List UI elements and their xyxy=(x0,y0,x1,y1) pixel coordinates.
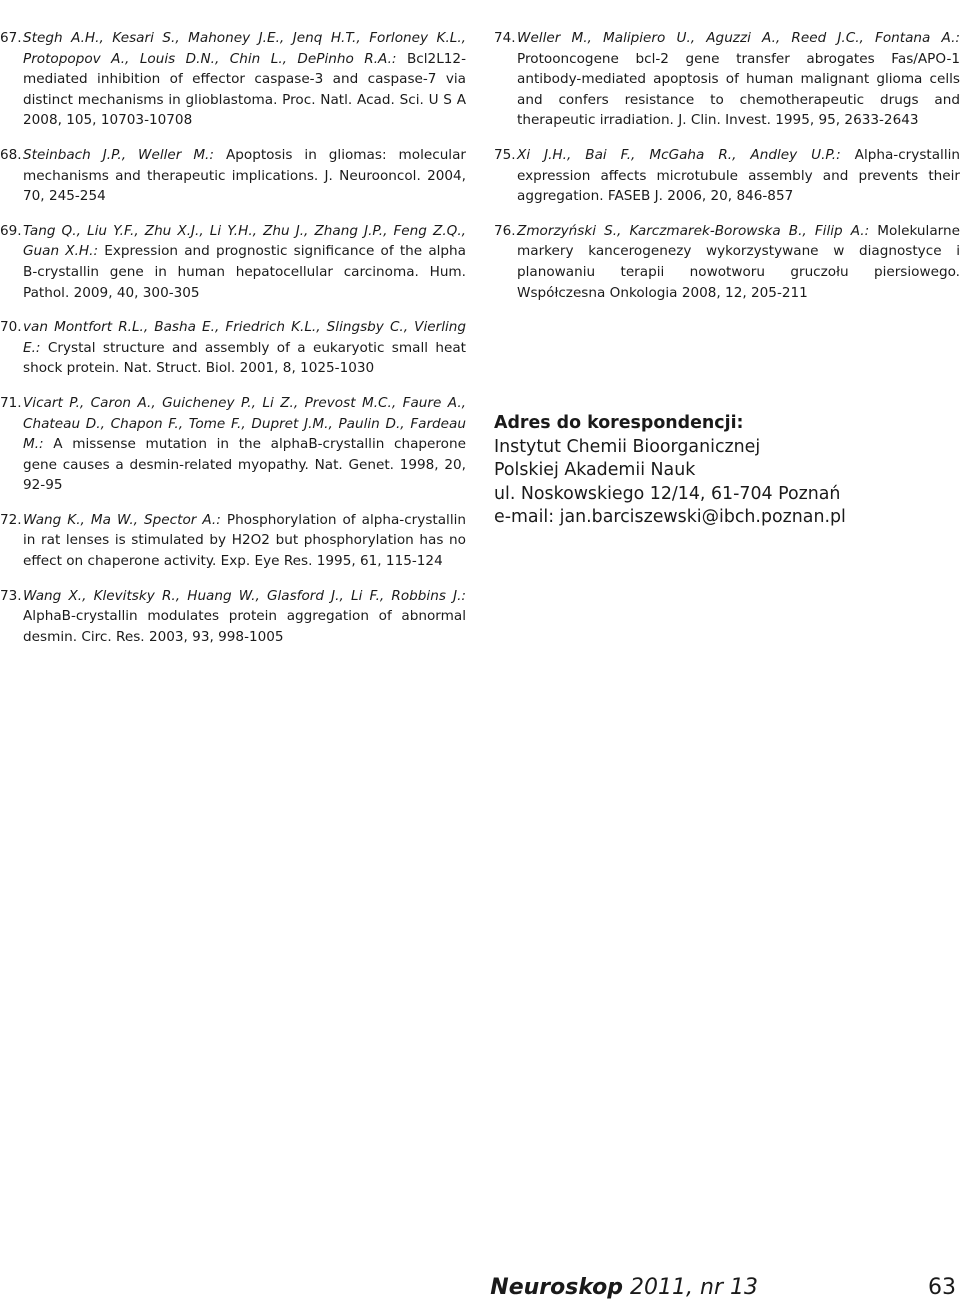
reference-text: A missense mutation in the alphaB-crystallin chaperone gene causes a desmin-related myopathy. Nat. Genet. 1998, 20, 92-95 xyxy=(23,436,466,494)
reference-authors: Steinbach J.P., Weller M.: xyxy=(23,146,214,163)
reference-number: 68. xyxy=(0,146,22,163)
reference-authors: Tang Q., Liu Y.F., Zhu X.J., Li Y.H., Zhu J., Zhang J.P., Feng Z.Q., Guan X.H.: xyxy=(23,222,466,260)
reference-item xyxy=(0,28,466,131)
correspondence-address: ul. Noskowskiego 12/14, 61-704 Poznań xyxy=(494,483,841,504)
reference-number: 76. xyxy=(494,222,516,239)
references-column-left xyxy=(0,28,466,661)
reference-item xyxy=(0,145,466,207)
reference-text: Molekularne markery kancerogenezy wykorzystywane w diagnostyce i planowaniu terapii nowotworu gruczołu piersiowego. Współczesna Onkologia 2008, 12, 205-211 xyxy=(517,222,960,301)
reference-number: 73. xyxy=(0,587,22,604)
reference-text: Apoptosis in gliomas: molecular mechanisms and therapeutic implications. J. Neurooncol. 2004, 70, 245-254 xyxy=(23,146,466,205)
reference-number: 71. xyxy=(0,394,22,411)
reference-text: Crystal structure and assembly of a eukaryotic small heat shock protein. Nat. Struct. Biol. 2001, 8, 1025-1030 xyxy=(23,339,467,377)
reference-item xyxy=(0,510,466,572)
correspondence-email[interactable]: e-mail: jan.barciszewski@ibch.poznan.pl xyxy=(494,507,846,528)
reference-text: AlphaB-crystallin modulates protein aggregation of abnormal desmin. Circ. Res. 2003, 93, 998-1005 xyxy=(23,608,466,645)
reference-text: Phosphorylation of alpha-crystallin in rat lenses is stimulated by H2O2 but phosphorylation has no effect on chaperone activity. Exp. Eye Res. 1995, 61, 115-124 xyxy=(23,511,467,570)
reference-number: 67. xyxy=(0,30,22,46)
reference-item xyxy=(0,317,466,379)
reference-authors: Weller M., Malipiero U., Aguzzi A., Reed J.C., Fontana A.: xyxy=(517,30,960,46)
references-column-right xyxy=(494,28,960,317)
reference-number: 70. xyxy=(0,319,22,336)
reference-text: Bcl2L12-mediated inhibition of effector caspase-3 and caspase-7 via distinct mechanisms in glioblastoma. Proc. Natl. Acad. Sci. U S A 2008, 105, 10703-10708 xyxy=(23,50,466,129)
reference-item xyxy=(0,393,466,496)
journal-name: Neuroskop xyxy=(490,1275,624,1300)
reference-authors: Wang K., Ma W., Spector A.: xyxy=(23,511,221,528)
correspondence-academy: Polskiej Akademii Nauk xyxy=(494,460,696,481)
journal-citation xyxy=(490,1274,758,1302)
reference-number: 75. xyxy=(494,146,516,163)
reference-text: Alpha-crystallin expression affects microtubule assembly and prevents their aggregation. FASEB J. 2006, 20, 846-857 xyxy=(517,146,960,205)
reference-number: 74. xyxy=(494,30,516,46)
reference-authors: Wang X., Klevitsky R., Huang W., Glasford J., Li F., Robbins J.: xyxy=(23,587,466,604)
reference-authors: van Montfort R.L., Basha E., Friedrich K.L., Slingsby C., Vierling E.: xyxy=(23,319,466,356)
correspondence-block xyxy=(494,412,954,530)
reference-item xyxy=(494,221,960,303)
correspondence-heading: Adres do korespondencji: xyxy=(494,413,744,433)
page-footer xyxy=(0,1274,960,1304)
page-number: 63 xyxy=(928,1275,956,1300)
reference-item xyxy=(0,221,466,303)
reference-number: 69. xyxy=(0,222,22,239)
reference-number: 72. xyxy=(0,511,22,528)
correspondence-institute: Instytut Chemii Bioorganicznej xyxy=(494,436,761,457)
reference-item xyxy=(494,28,960,131)
reference-authors: Vicart P., Caron A., Guicheney P., Li Z., Prevost M.C., Faure A., Chateau D., Chapon F., Tome F., Dupret J.M., Paulin D., Fardeau M.: xyxy=(23,394,466,453)
reference-text: Protooncogene bcl-2 gene transfer abrogates Fas/APO-1 antibody-mediated apoptosis of human malignant glioma cells and confers resistance to chemotherapeutic drugs and therapeutic irradiation. J. Clin. Invest. 1995, 95, 2633-2643 xyxy=(517,50,960,129)
reference-authors: Xi J.H., Bai F., McGaha R., Andley U.P.: xyxy=(517,146,841,163)
reference-item xyxy=(0,586,466,648)
reference-authors: Zmorzyński S., Karczmarek-Borowska B., Filip A.: xyxy=(517,222,870,239)
journal-issue: 2011, nr 13 xyxy=(630,1275,758,1300)
reference-authors: Stegh A.H., Kesari S., Mahoney J.E., Jenq H.T., Forloney K.L., Protopopov A., Louis D.N., Chin L., DePinho R.A.: xyxy=(23,30,466,67)
reference-item xyxy=(494,145,960,207)
reference-text: Expression and prognostic significance of the alpha B-crystallin gene in human hepatocellular carcinoma. Hum. Pathol. 2009, 40, 300-305 xyxy=(23,243,466,301)
